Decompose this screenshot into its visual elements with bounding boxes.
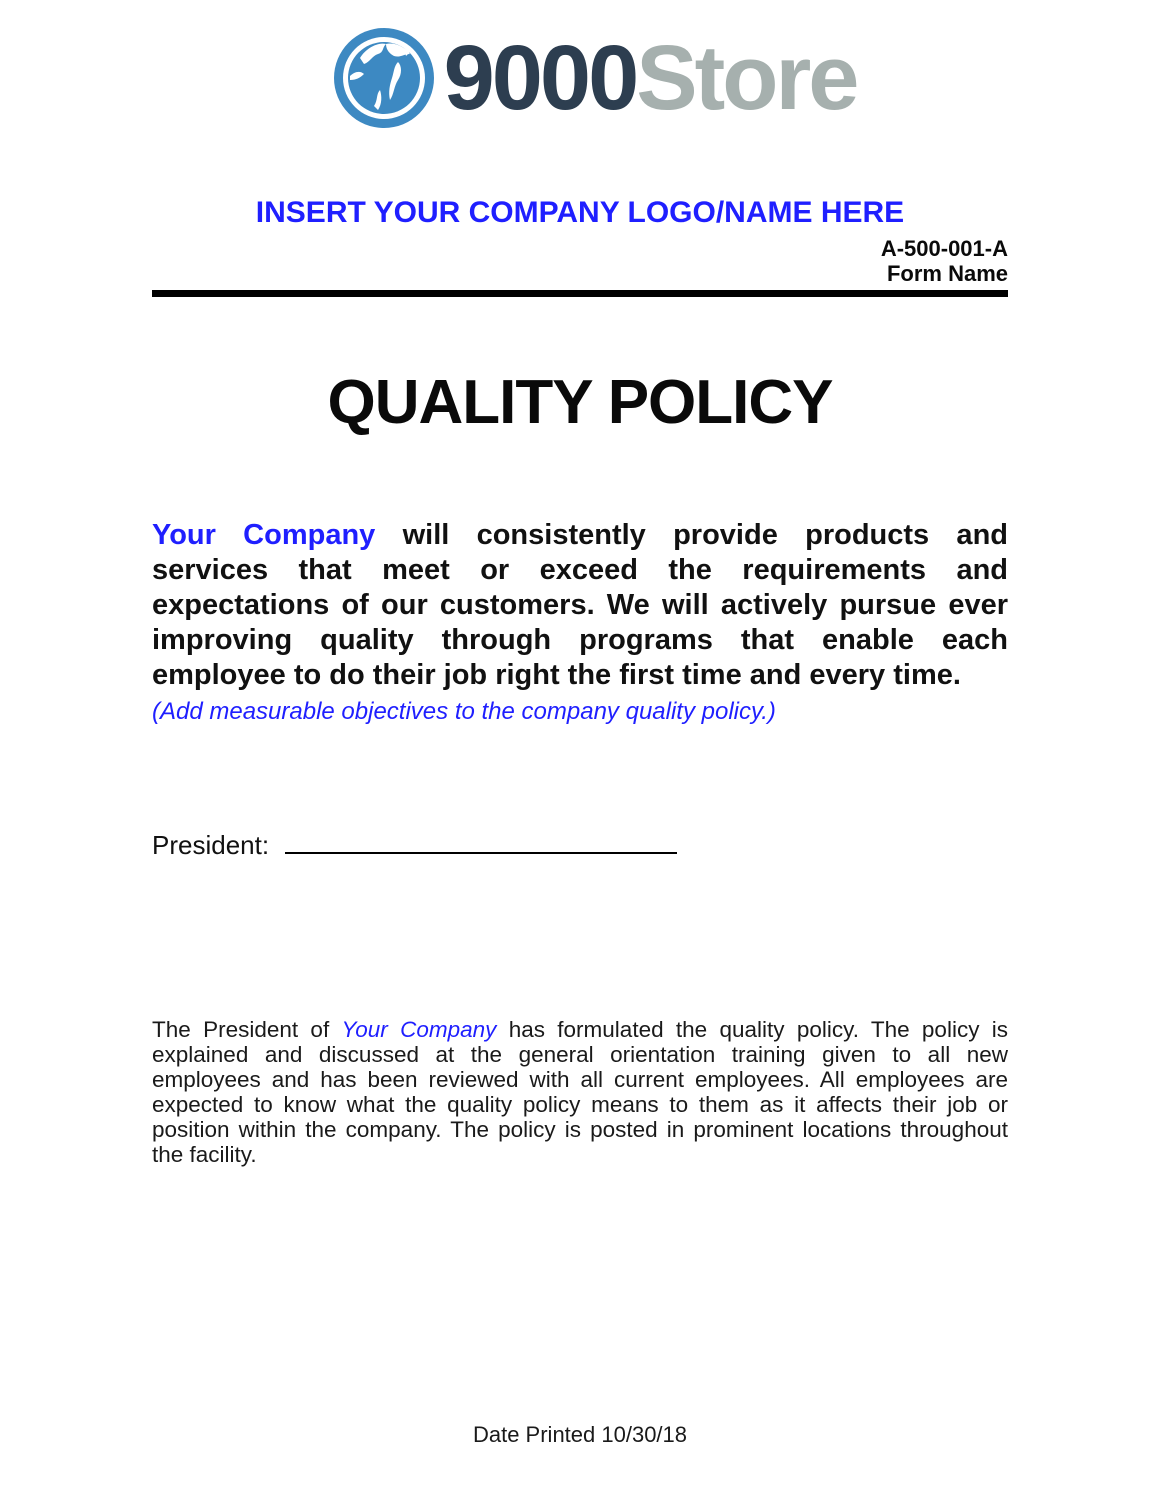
policy-statement-text: will consistently provide products and services that meet or exceed the requirements and expectations of our customers. We will actively pursue ever improving quality through programs that enable each employee to do their job right the first time and every time. <box>152 519 1008 691</box>
policy-objectives-note: (Add measurable objectives to the company quality policy.) <box>152 698 776 725</box>
logo-text <box>443 27 857 129</box>
divider-rule <box>152 290 1008 297</box>
company-logo-placeholder: INSERT YOUR COMPANY LOGO/NAME HERE <box>255 196 905 229</box>
description-suffix: has formulated the quality policy. The policy is explained and discussed at the general orientation training given to all new employees and has been reviewed with all current employees. All employees are expected to know what the quality policy means to them as it affects their job or position within the company. The policy is posted in prominent locations throughout the facility. <box>152 1017 1008 1167</box>
policy-description-paragraph <box>152 1017 1008 1167</box>
logo-text-9000: 9000 <box>443 27 637 129</box>
signature-line <box>285 830 677 854</box>
policy-statement-paragraph <box>152 518 1008 693</box>
company-name-italic: Your Company <box>341 1017 497 1042</box>
signature-row <box>152 830 1008 861</box>
logo-text-store: Store <box>636 27 857 129</box>
document-number: A-500-001-A <box>880 236 1008 261</box>
globe-icon <box>334 28 434 128</box>
logo <box>182 28 1008 128</box>
description-prefix: The President of <box>152 1017 342 1042</box>
document-meta <box>152 236 1008 286</box>
form-name-label: Form Name <box>886 261 1008 286</box>
president-label: President: <box>152 830 270 860</box>
company-name-highlight: Your Company <box>152 519 376 551</box>
page-title: QUALITY POLICY <box>327 368 833 437</box>
date-printed: Date Printed 10/30/18 <box>472 1422 688 1447</box>
